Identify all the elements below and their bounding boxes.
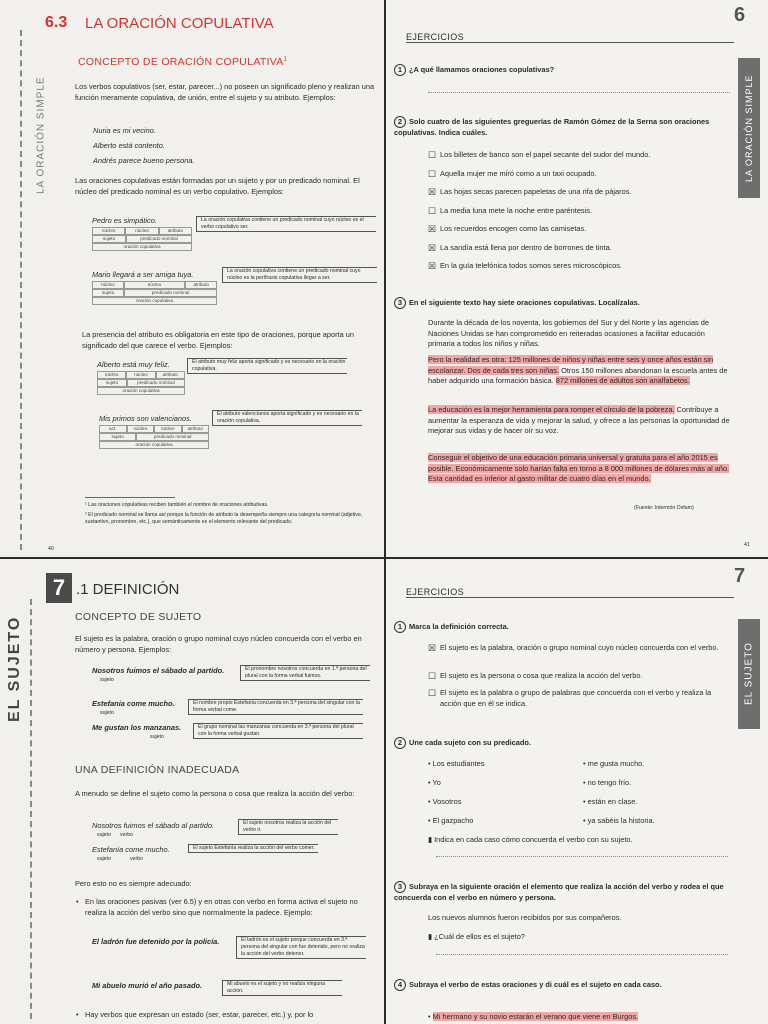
diagram-label: núcleo	[154, 425, 182, 433]
paragraph: Pero esto no es siempre adecuado:	[75, 879, 192, 888]
checklist	[428, 150, 728, 280]
checkbox-item[interactable]	[428, 206, 728, 225]
checkbox-item[interactable]	[428, 224, 728, 243]
question-text: Subraya en la siguiente oración el elemento que realiza la acción del verbo y rodea el que concuerda con el verbo en número y persona.	[394, 882, 724, 902]
page-number: 41	[744, 542, 750, 548]
diagram-label: oración copulativa	[92, 243, 192, 251]
exercises-header: EJERCICIOS	[406, 587, 734, 598]
match-right-item[interactable]: • están en clase.	[583, 797, 638, 806]
footnote-rule	[85, 497, 175, 498]
exercises-header: EJERCICIOS	[406, 32, 734, 43]
diagram-sentence: Alberto está muy feliz.	[97, 360, 170, 369]
match-left-item[interactable]: • Yo	[428, 778, 441, 787]
example: Andrés parece bueno persona.	[93, 156, 195, 165]
instruction: ▮ ¿Cuál de ellos es el sujeto?	[428, 932, 525, 941]
answer-line[interactable]	[436, 945, 728, 955]
question-number: 2	[394, 737, 406, 749]
diagram-label: núcleo	[124, 281, 186, 289]
checklist	[428, 643, 728, 714]
question-number: 1	[394, 64, 406, 76]
example-label: verbo	[120, 832, 133, 838]
highlight: Conseguir el objetivo de una educación primaria universal y gratuita para el año 2015 es posible. Económicamente solo harían falta en torno a 8 000 millones de dólares más al año. Esta cantidad es inferior al gasto militar de cuatro días en el mundo.	[428, 453, 730, 484]
exercise-item: • Mi hermano y su novio estarán el verano que viene en Burgos.	[428, 1012, 639, 1021]
paragraph: La presencia del atributo es obligatoria en este tipo de oraciones, porque aporta un significado del que carece el verbo. Ejemplos:	[82, 330, 354, 350]
example: Nuria es mi vecino.	[93, 126, 156, 135]
question-number: 4	[394, 979, 406, 991]
example: Estefanía come mucho.	[92, 699, 175, 708]
diagram-label: sujeto	[92, 235, 126, 243]
diagram-sentence: Pedro es simpático.	[92, 216, 157, 225]
example-label: sujeto	[97, 856, 111, 862]
page-bottom-left	[0, 559, 384, 1024]
diagram-label: predicado nominal	[127, 379, 185, 387]
diagram-label: sujeto	[92, 289, 124, 297]
example-note: El ladrón es el sujeto porque concuerda en 3.ª persona del singular con fue detenido, pero no realiza la acción del verbo detener.	[236, 936, 366, 959]
checkbox-label: El sujeto es la palabra, oración o grupo nominal cuyo núcleo concuerda con el verbo.	[440, 643, 719, 652]
example-note: Mi abuelo es el sujeto y no realiza ninguna acción.	[222, 980, 342, 996]
diagram-label: sujeto	[99, 433, 136, 441]
checkbox-label: Aquella mujer me miró como a un taxi ocupado.	[440, 168, 597, 178]
checkbox-label: El sujeto es la persona o cosa que realiza la acción del verbo.	[440, 671, 643, 680]
checkbox[interactable]: ☒	[428, 187, 437, 197]
section-title: UNA DEFINICIÓN INADECUADA	[75, 764, 240, 776]
question-text: Une cada sujeto con su predicado.	[409, 738, 531, 747]
diagram-label: atributo	[156, 371, 185, 379]
match-right-item[interactable]: • ya sabéis la historia.	[583, 816, 655, 825]
diagram-label: oración copulativa	[97, 387, 185, 395]
bullet: •	[76, 897, 79, 906]
match-left-item[interactable]: • Los estudiantes	[428, 759, 485, 768]
side-tab: EL SUJETO	[738, 619, 760, 729]
example: Nosotros fuimos el sábado al partido.	[92, 821, 215, 830]
diagram-sentence: Mario llegará a ser amiga tuya.	[92, 270, 194, 279]
bullet-text: En las oraciones pasivas (ver 6.5) y en otras con verbo en forma activa el sujeto no realiza la acción del verbo sino que normalmente la padece. Ejemplo:	[85, 897, 358, 917]
page-bottom-right	[386, 559, 768, 1024]
page-number: 40	[48, 546, 54, 552]
checkbox[interactable]: ☒	[428, 224, 437, 234]
diagram-label: sujeto	[97, 379, 127, 387]
side-tab: EL SUJETO	[6, 615, 23, 723]
example: Estefanía come mucho.	[92, 845, 170, 854]
question-text: Subraya el verbo de estas oraciones y di cuál es el sujeto en cada caso.	[409, 980, 662, 989]
checkbox-item[interactable]	[428, 150, 728, 169]
question	[394, 979, 734, 991]
question-number: 3	[394, 297, 406, 309]
checkbox[interactable]: ☐	[428, 688, 437, 698]
checkbox[interactable]: ☐	[428, 205, 437, 216]
paragraph: Las oraciones copulativas están formadas por un sujeto y por un predicado nominal. El núcleo del predicado nominal es un verbo copulativo. Ejemplos:	[75, 176, 360, 196]
checkbox[interactable]: ☐	[428, 168, 437, 179]
example-note: El sujeto Estefanía realiza la acción del verbo comer.	[188, 844, 318, 853]
side-tab: LA ORACIÓN SIMPLE	[738, 58, 760, 198]
instruction: ▮ Indica en cada caso cómo concuerda el verbo con su sujeto.	[428, 835, 633, 844]
diagram-label: oración copulativa	[99, 441, 209, 449]
question-text: ¿A qué llamamos oraciones copulativas?	[409, 65, 555, 74]
question	[394, 64, 729, 76]
checkbox[interactable]: ☒	[428, 643, 437, 653]
page-title: .1 DEFINICIÓN	[76, 581, 180, 598]
paragraph: A menudo se define el sujeto como la persona o cosa que realiza la acción del verbo:	[75, 789, 355, 798]
checkbox-label: La sandía está llena por dentro de borrones de tinta.	[440, 242, 612, 252]
text-paragraph: Durante la década de los noventa, los gobiernos del Sur y del Norte y las agencias de Naciones Unidas se han comprometido en reiteradas ocasiones a facilitar educación primaria a todos los niños y niñas.	[428, 318, 710, 349]
question-number: 2	[394, 116, 406, 128]
text-paragraph: La educación es la mejor herramienta para romper el círculo de la pobreza. Contribuye a aumentar la esperanza de vida y mejorar la salud, y ofrece a las personas la oportunidad de mejorar sus vidas y de hacer oír su voz.	[428, 405, 730, 436]
answer-line[interactable]	[436, 847, 728, 857]
question	[394, 881, 734, 904]
section-title: CONCEPTO DE SUJETO	[75, 611, 202, 623]
page-top-right	[386, 0, 768, 557]
syntax-diagram	[99, 414, 209, 449]
diagram-label: atributo	[159, 227, 192, 235]
diagram-label: núcleo	[92, 227, 125, 235]
checkbox-item[interactable]	[428, 187, 728, 206]
diagram-label: predicado nominal	[124, 289, 217, 297]
highlight: La educación es la mejor herramienta para romper el círculo de la pobreza.	[428, 405, 675, 414]
highlight: 872 millones de adultos son analfabetos.	[555, 376, 690, 386]
page-title: LA ORACIÓN COPULATIVA	[85, 15, 274, 32]
diagram-label: núcleo	[126, 371, 155, 379]
checkbox-label: El sujeto es la palabra o grupo de palabras que concuerda con el verbo y realiza la acción que en él se indica.	[440, 688, 712, 708]
diagram-note: La oración copulativa contiene un predicado nominal cuyo núcleo es el verbo copulativo ser.	[196, 216, 376, 232]
example: Me gustan los manzanas.	[92, 723, 182, 732]
bullet: •	[76, 1010, 79, 1019]
example-note: El sujeto nosotros realiza la acción del verbo ir.	[238, 819, 338, 835]
diagram-note: El atributo valencianos aporta significado y es necesario en la oración copulativa.	[212, 410, 362, 426]
checkbox-label: Las hojas secas parecen papeletas de una rifa de pájaros.	[440, 187, 632, 196]
syntax-diagram	[97, 360, 185, 395]
example: Alberto está contento.	[93, 141, 165, 150]
syntax-diagram	[92, 270, 217, 305]
checkbox[interactable]: ☒	[428, 261, 437, 271]
diagram-label: oración copulativa	[92, 297, 217, 305]
highlight: Pero la realidad es otra: 125 millones de niños y niñas entre seis y once años están sin escolarizar. Dos de cada tres son niñas.	[428, 355, 714, 375]
checkbox-item[interactable]	[428, 243, 728, 262]
match-left-item[interactable]: • El gazpacho	[428, 816, 474, 825]
checkbox-item[interactable]	[428, 261, 728, 280]
example: Mi abuelo murió el año pasado.	[92, 981, 203, 990]
highlight: Mi hermano y su novio estarán el verano que viene en Burgos.	[432, 1012, 639, 1021]
diagram-label: núcleo	[97, 371, 126, 379]
diagram-label: núcleo	[125, 227, 158, 235]
exercise-sentence: Los nuevos alumnos fueron recibidos por sus compañeros.	[428, 913, 622, 922]
diagram-label: núcleo	[127, 425, 155, 433]
match-right-item[interactable]: • no tengo frío.	[583, 778, 632, 787]
question-number: 3	[394, 881, 406, 893]
unit-number: 6	[734, 4, 746, 26]
example-label: sujeto	[100, 710, 114, 716]
side-tab: LA ORACIÓN SIMPLE	[35, 76, 47, 194]
syntax-diagram	[92, 216, 192, 251]
checkbox-label: La media luna mete la noche entre paréntesis.	[440, 205, 593, 215]
unit-number: 6.3	[45, 14, 68, 31]
example-note: El nombre propio Estefanía concuerda en 3.ª persona del singular con la forma verbal come.	[188, 699, 363, 715]
checkbox-label: Los recuerdos encogen como las camisetas.	[440, 224, 587, 233]
diagram-label: predicado nominal	[136, 433, 209, 441]
match-right-item[interactable]: • me gusta mucho.	[583, 759, 645, 768]
bullet-text: Hay verbos que expresan un estado (ser, estar, parecer, etc.) y, por lo	[85, 1010, 314, 1019]
footnote: ² El predicado nominal se llama así porque la función de atributo la desempeña siempre una categoría nominal (adjetivo, sustantivo, pronombre, etc.), que semánticamente es el elemento relevante del predicado.	[85, 512, 363, 525]
example-label: verbo	[130, 856, 143, 862]
diagram-note: El atributo muy feliz aporta significado y es necesario en la oración copulativa.	[187, 358, 347, 374]
margin-dashes	[30, 599, 32, 1019]
checkbox-item[interactable]	[428, 169, 728, 188]
example: Nosotros fuimos el sábado al partido.	[92, 666, 225, 675]
text-paragraph: Pero la realidad es otra: 125 millones de niños y niñas entre seis y once años están sin escolarizar. Dos de cada tres son niñas. Otros 150 millones abandonan la escuela antes de haber adquirido una formación básica. 872 millones de adultos son analfabetos.	[428, 355, 728, 386]
checkbox-item[interactable]	[428, 643, 728, 671]
diagram-label: núcleo	[92, 281, 124, 289]
diagram-label: atributo	[182, 425, 210, 433]
checkbox-label: En la guía telefónica todos somos seres microscópicos.	[440, 261, 622, 270]
example: El ladrón fue detenido por la policía.	[92, 937, 220, 946]
diagram-note: La oración copulativa contiene un predicado nominal cuyo núcleo es la perífrasis copulativa llegar a ser.	[222, 267, 377, 283]
diagram-label: act.	[99, 425, 127, 433]
diagram-sentence: Mis primos son valencianos.	[99, 414, 192, 423]
page-top-left	[0, 0, 384, 557]
example-label: sujeto	[97, 832, 111, 838]
answer-line[interactable]	[428, 83, 730, 93]
source: (Fuente: Intermón Oxfam)	[634, 505, 694, 511]
checkbox[interactable]: ☒	[428, 242, 437, 253]
unit-number: 7	[734, 565, 746, 587]
question	[394, 116, 734, 139]
example-label: sujeto	[150, 734, 164, 740]
diagram-label: predicado nominal	[126, 235, 192, 243]
text-paragraph	[428, 453, 730, 485]
checkbox-item[interactable]	[428, 688, 728, 714]
question	[394, 621, 729, 633]
example-label: sujeto	[100, 677, 114, 683]
question	[394, 297, 734, 309]
checkbox-label: Los billetes de banco son el papel secante del sudor del mundo.	[440, 150, 651, 159]
match-left-item[interactable]: • Vosotros	[428, 797, 462, 806]
checkbox[interactable]: ☐	[428, 671, 437, 681]
margin-dashes	[20, 30, 22, 550]
footnote: ¹ Las oraciones copulativas reciben también el nombre de oraciones atributivas.	[85, 502, 269, 508]
question-number: 1	[394, 621, 406, 633]
question-text: Marca la definición correcta.	[409, 622, 509, 631]
question	[394, 737, 729, 749]
paragraph: El sujeto es la palabra, oración o grupo nominal cuyo núcleo concuerda con el verbo en número y persona. Ejemplos:	[75, 634, 362, 654]
checkbox-item[interactable]	[428, 671, 728, 688]
unit-number-box: 7	[46, 573, 72, 603]
section-title: CONCEPTO DE ORACIÓN COPULATIVA$^1$	[78, 56, 288, 68]
example-note: El pronombre nosotros concuerda en 1.ª persona del plural con la forma verbal fuimos.	[240, 665, 370, 681]
question-text: Solo cuatro de las siguientes greguerías de Ramón Gómez de la Serna son oraciones copulativas. Indica cuáles.	[394, 117, 710, 137]
question-text: En el siguiente texto hay siete oraciones copulativas. Localízalas.	[409, 298, 640, 307]
example-note: El grupo nominal las manzanas concuerda en 3.ª persona del plural con la forma verbal gustan.	[193, 723, 363, 739]
diagram-label: atributo	[185, 281, 217, 289]
checkbox[interactable]: ☐	[428, 150, 437, 160]
paragraph: Los verbos copulativos (ser, estar, parecer...) no poseen un significado pleno y realizan una función meramente copulativa, de unión, entre el sujeto y su atributo. Ejemplos:	[75, 82, 375, 102]
